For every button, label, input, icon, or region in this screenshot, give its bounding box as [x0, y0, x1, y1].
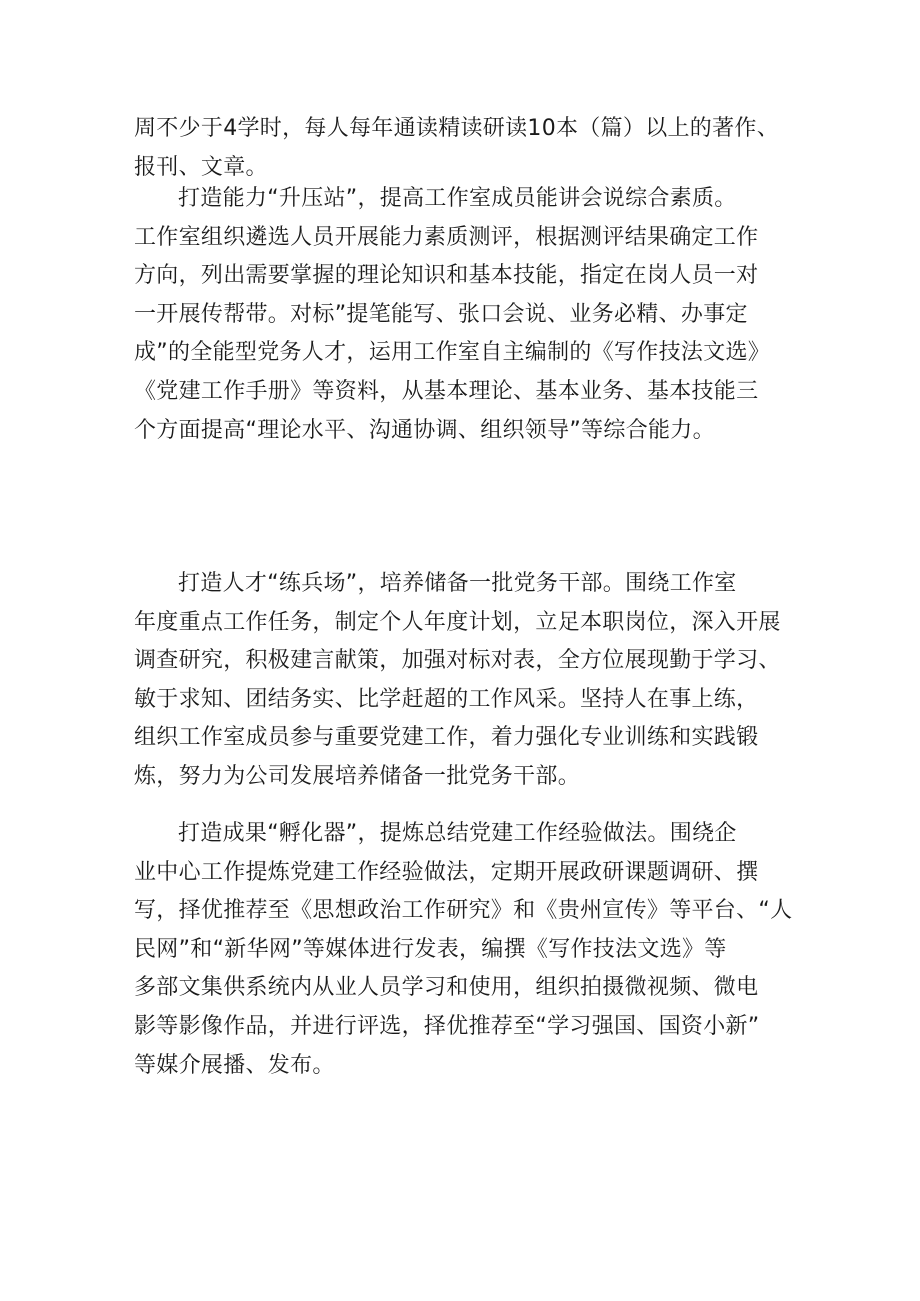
text-line: 一开展传帮带。对标”提笔能写、张口会说、业务必精、办事定	[134, 301, 748, 327]
text-line: 打造人才“练兵场”，培养储备一批党务干部。围绕工作室	[178, 571, 737, 596]
text-line: 《党建工作手册》等资料，从基本理论、基本业务、基本技能三	[134, 378, 759, 404]
paragraph-4	[134, 815, 814, 1085]
text-line: 组织工作室成员参与重要党建工作，着力强化专业训练和实践锻	[134, 725, 759, 751]
text-line: 民网”和“新华网”等媒体进行发表，编撰《写作技法文选》等	[134, 936, 727, 962]
text-line: 多部文集供系统内从业人员学习和使用，组织拍摄微视频、微电	[134, 975, 759, 1001]
text-line: 写，择优推荐至《思想政治工作研究》和《贵州宣传》等平台、“人	[134, 898, 793, 924]
text-line: 业中心工作提炼党建工作经验做法，定期开展政研课题调研、撰	[134, 859, 759, 885]
text-line: 工作室组织遴选人员开展能力素质测评，根据测评结果确定工作	[134, 224, 759, 250]
text-line: 调查研究，积极建言献策，加强对标对表，全方位展现勤于学习、	[134, 648, 781, 674]
paragraph-2	[134, 180, 814, 450]
paragraph-1	[134, 110, 814, 187]
text-line: 年度重点工作任务，制定个人年度计划，立足本职岗位，深入开展	[134, 609, 781, 635]
text-line: 炼，努力为公司发展培养储备一批党务干部。	[134, 763, 581, 789]
text-line: 成”的全能型党务人才，运用工作室自主编制的《写作技法文选》	[134, 340, 771, 366]
text-line: 等媒介展播、发布。	[134, 1052, 335, 1078]
text-line: 周不少于4学时，每人每年通读精读研读10本（篇）以上的著作、	[134, 116, 779, 141]
text-line: 报刊、文章。	[134, 154, 268, 180]
text-line: 敏于求知、团结务实、比学赶超的工作风采。坚持人在事上练，	[134, 686, 759, 712]
text-line: 影等影像作品，并进行评选，择优推荐至“学习强国、国资小新”	[134, 1013, 760, 1039]
text-line: 打造能力“升压站”，提高工作室成员能讲会说综合素质。	[178, 186, 737, 211]
paragraph-3	[134, 565, 814, 797]
text-line: 方向，列出需要掌握的理论知识和基本技能，指定在岗人员一对	[134, 263, 759, 289]
text-line: 打造成果“孵化器”，提炼总结党建工作经验做法。围绕企	[178, 821, 737, 846]
text-line: 个方面提高“理论水平、沟通协调、组织领导”等综合能力。	[134, 417, 715, 443]
